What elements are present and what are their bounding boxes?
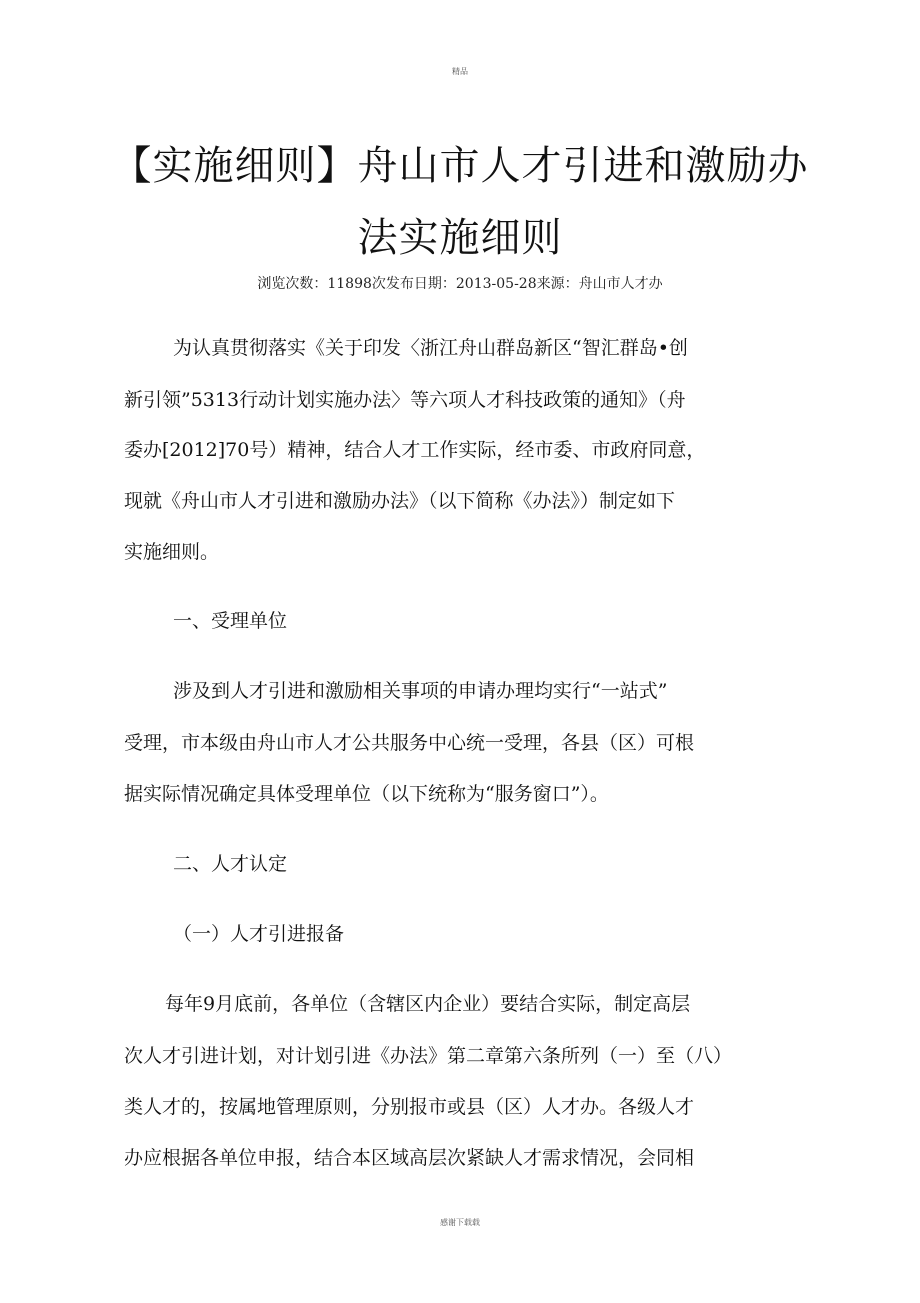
intro-line: 为认真贯彻落实《关于印发〈浙江舟山群岛新区“智汇群岛•创 <box>173 337 688 359</box>
sub1-line: 类人才的，按属地管理原则，分别报市或县（区）人才办。各级人才 <box>124 1096 695 1118</box>
intro-line: 新引领”5313行动计划实施办法〉等六项人才科技政策的通知》（舟 <box>124 389 686 411</box>
intro-line: 现就《舟山市人才引进和激励办法》（以下简称《办法》）制定如下 <box>124 490 676 512</box>
intro-line: 委办[2012]70号）精神，结合人才工作实际，经市委、市政府同意， <box>124 439 706 461</box>
section-heading: 一、受理单位 <box>173 610 288 632</box>
doc-title-line-1: 【实施细则】舟山市人才引进和激励办 <box>111 143 809 189</box>
section1-line: 受理，市本级由舟山市人才公共服务中心统一受理，各县（区）可根 <box>124 732 695 754</box>
section1-line: 涉及到人才引进和激励相关事项的申请办理均实行“一站式” <box>173 680 668 702</box>
subsection-heading: （一）人才引进报备 <box>173 923 345 945</box>
doc-title-line-2: 法实施细则 <box>357 215 563 261</box>
doc-meta: 浏览次数：11898次发布日期：2013-05-28来源：舟山市人才办 <box>257 276 663 292</box>
sub1-line: 办应根据各单位申报，结合本区域高层次紧缺人才需求情况，会同相 <box>124 1147 695 1169</box>
intro-line: 实施细则。 <box>124 541 220 563</box>
section1-line: 据实际情况确定具体受理单位（以下统称为“服务窗口”）。 <box>124 783 609 805</box>
sub1-line: 每年9月底前，各单位（含辖区内企业）要结合实际，制定高层 <box>165 993 691 1015</box>
header-mark: 精品 <box>452 67 468 76</box>
footer-mark: 感谢下载载 <box>440 1218 480 1227</box>
sub1-line: 次人才引进计划，对计划引进《办法》第二章第六条所列（一）至（八） <box>124 1045 733 1067</box>
section-heading: 二、人才认定 <box>173 853 288 875</box>
